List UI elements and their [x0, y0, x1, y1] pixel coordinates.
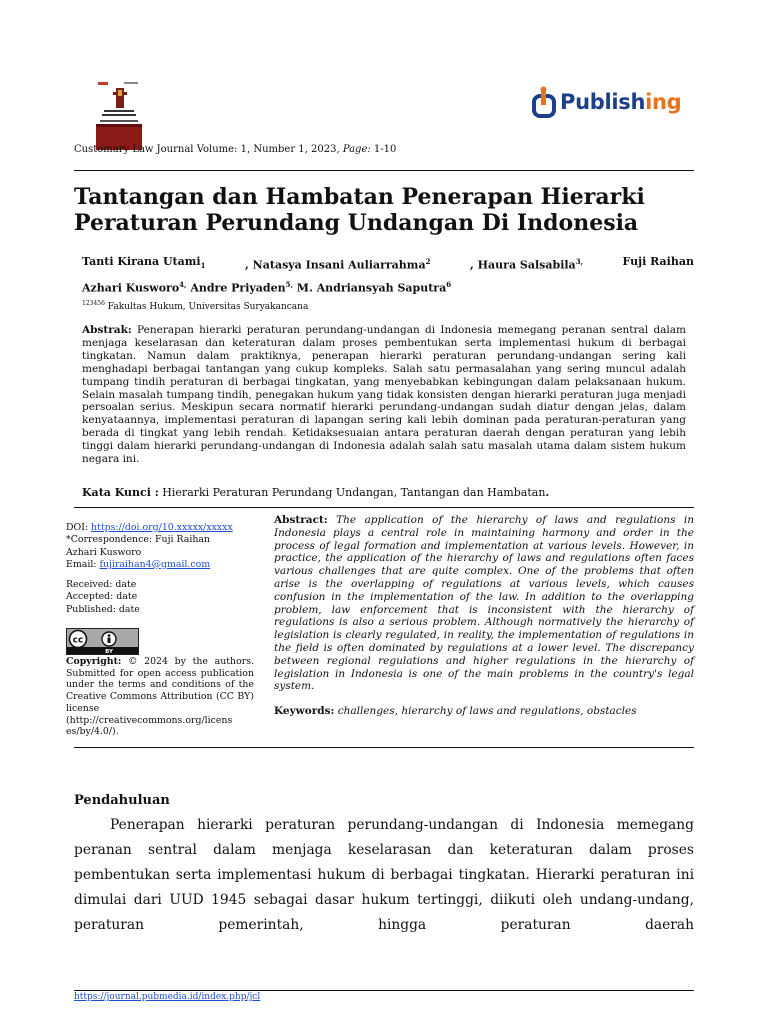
abstract-divider: [74, 507, 694, 508]
author-line-1: [82, 252, 694, 275]
affiliation-text: Fakultas Hukum, Universitas Suryakancana: [104, 302, 309, 312]
publisher-logo-wordmark: [560, 90, 681, 114]
author-3: , Haura Salsabila$^{3,}$: [470, 257, 583, 272]
abstract-id-text: Penerapan hierarki peraturan perundang-undangan di Indonesia memegang peranan sentral dalam menjaga keselarasan dan keteraturan dalam proses pembentukan serta implementasi hukum di berbagai tingkatan. Namun dalam praktiknya, penerapan hierarki peraturan perundang-undangan sering kali menghadapi berbagai tantangan yang cukup kompleks. Salah satu permasalahan yang sering muncul adalah tumpang tindih peraturan di berbagai tingkatan, yang menyebabkan kebingungan dalam pelaksanaan hukum. Selain masalah tumpang tindih, penegakan hukum yang tidak konsisten dengan hierarki peraturan juga menjadi persoalan serius. Meskipun secara normatif hierarki perundang-undangan sudah diatur dengan jelas, dalam kenyataannya, implementasi peraturan di lapangan sering kali lebih dominan pada peraturan-peraturan yang berada di tingkat yang lebih rendah. Ketidaksesuaian antara peraturan daerah dengan peraturan yang lebih tinggi dalam hierarki perundang-undangan di Indonesia adalah salah satu masalah utama dalam sistem hukum negara ini.: [82, 324, 686, 466]
abstract-en-text: The application of the hierarchy of laws and regulations in Indonesia plays a central role in maintaining harmony and order in the process of legal formation and implementation at various levels. However, in practice, the application of the hierarchy of laws and regulations often faces various challenges that are quite complex. One of the problems that often arise is the overlapping of regulations at various levels, which causes confusion in the implementation of the law. In addition to the overlapping problem, law enforcement that is inconsistent with the hierarchy of regulations is also a serious problem. Although normatively the hierarchy of legislation is clearly regulated, in reality, the implementation of regulations in the field is often dominated by regulations at a lower level. The discrepancy between regional regulations and higher regulations in the hierarchy of legislation in Indonesia is one of the main problems in the country's legal system.: [274, 514, 694, 693]
publisher-logo-suffix: ing: [645, 90, 682, 114]
journal-cover-image: [96, 80, 142, 150]
email-line: Email: fujiraihan4@gmail.com: [66, 558, 211, 570]
published-date: Published: date: [66, 603, 140, 615]
body-text: [74, 813, 694, 938]
section-heading: Pendahuluan: [74, 793, 170, 808]
abstract-id-label: Abstrak:: [82, 324, 132, 336]
author-list: [82, 252, 694, 298]
journal-citation-line: [74, 144, 396, 155]
keywords-id-text: Hierarki Peraturan Perundang Undangan, Tantangan dan Hambatan: [158, 486, 546, 499]
header-divider: [74, 170, 694, 171]
cc-by-license-badge: [66, 628, 139, 655]
journal-name: Customary Law Journal: [74, 144, 194, 155]
author-line-2: Azhari Kusworo$^{4,}$ Andre Priyaden$^{5,}$ M. Andriansyah Saputra$^6$: [82, 280, 452, 295]
affiliation-marks: 123456: [82, 300, 105, 307]
journal-volume: Volume: 1, Number 1, 2023,: [193, 144, 343, 155]
abstract-indonesian: [82, 324, 686, 466]
metadata-divider: [74, 747, 694, 748]
doi-link[interactable]: https://doi.org/10.xxxxx/xxxxx: [91, 522, 233, 533]
copyright-notice: [66, 656, 254, 738]
copyright-label: Copyright:: [66, 656, 122, 667]
paper-title: Tantangan dan Hambatan Penerapan Hierarki Peraturan Perundang Undangan Di Indonesia: [74, 184, 645, 236]
author-4-first: Fuji Raihan: [622, 255, 694, 268]
body-paragraph: Penerapan hierarki peraturan perundang-undangan di Indonesia memegang peranan sentral dalam menjaga keselarasan dan keteraturan dalam proses pembentukan serta implementasi hukum di berbagai tingkatan. Hierarki peraturan ini dimulai dari UUD 1945 sebagai dasar hukum tertinggi, diikuti oleh undang-undang, peraturan pemerintah, hingga peraturan daerah: [74, 817, 694, 933]
copyright-text: © 2024 by the authors. Submitted for open access publication under the terms and conditions of the Creative Commons Attribution (CC BY) license: [66, 656, 254, 714]
keywords-en-text: challenges, hierarchy of laws and regulations, obstacles: [334, 705, 637, 717]
accepted-date: Accepted: date: [66, 591, 138, 603]
footer-journal-link[interactable]: https://journal.pubmedia.id/index.php/jcl: [74, 992, 261, 1002]
author-5: Andre Priyaden: [186, 281, 286, 295]
keywords-english: [274, 705, 637, 717]
affiliation: [82, 300, 308, 312]
correspondence-line: *Correspondence: Fuji Raihan: [66, 534, 211, 546]
publisher-logo: [530, 82, 681, 122]
footer-divider: [74, 990, 694, 991]
publisher-logo-prefix: Publish: [560, 90, 646, 114]
abstract-english: [274, 514, 694, 693]
cc-text: cc: [72, 635, 84, 646]
article-metadata: [66, 522, 256, 616]
received-date: Received: date: [66, 579, 137, 591]
abstract-en-label: Abstract:: [274, 514, 328, 526]
correspondence-line-2: Azhari Kusworo: [66, 546, 142, 558]
page-label: Page:: [342, 144, 371, 155]
author-2: , Natasya Insani Auliarrahma$^2$: [245, 257, 431, 272]
keywords-en-label: Keywords:: [274, 705, 335, 717]
author-1: Tanti Kirana Utami$_1$: [82, 255, 206, 271]
email-link[interactable]: fujiraihan4@gmail.com: [99, 558, 211, 570]
by-text: BY: [105, 649, 113, 655]
keywords-indonesian: Kata Kunci : Hierarki Peraturan Perundang Undangan, Tantangan dan Hambatan.: [82, 486, 550, 499]
license-url-2: es/by/4.0/).: [66, 726, 119, 738]
author-6: M. Andriansyah Saputra: [292, 281, 447, 295]
keywords-id-label: Kata Kunci :: [82, 486, 159, 499]
author-4-last: Azhari Kusworo: [82, 281, 180, 295]
doi-line: DOI: https://doi.org/10.xxxxx/xxxxx: [66, 522, 233, 533]
license-url-1: (http://creativecommons.org/licens: [66, 714, 233, 726]
publisher-logo-icon: [530, 86, 560, 118]
page-range: 1-10: [370, 144, 397, 155]
